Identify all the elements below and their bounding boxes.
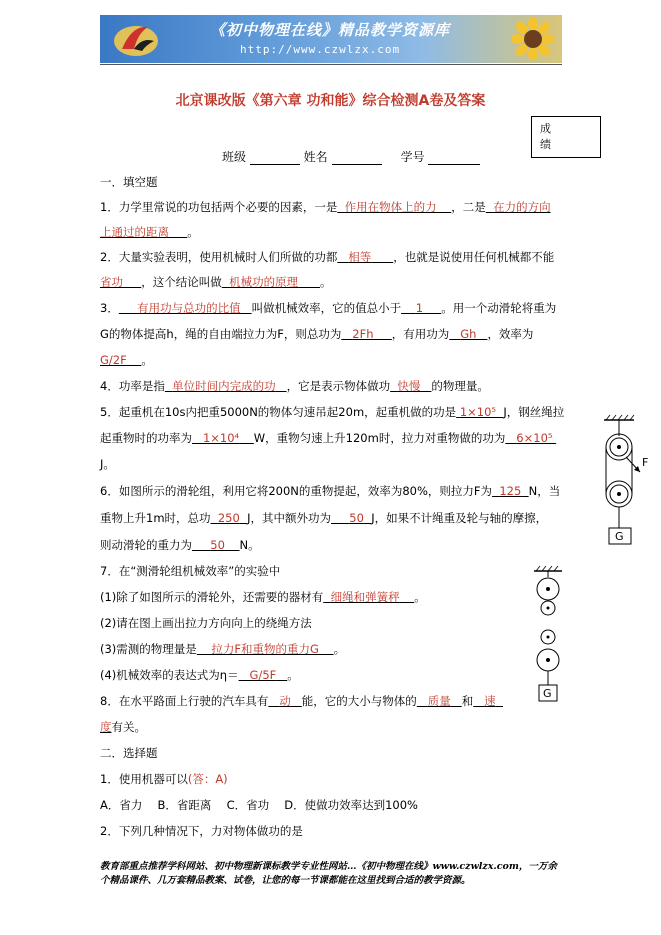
q3-line3: G/2F 。 bbox=[100, 353, 153, 367]
choice-q1-answer: (答：A) bbox=[187, 772, 228, 786]
score-box bbox=[531, 116, 601, 158]
q5-answer-2: 1×10⁴ bbox=[202, 431, 240, 445]
section-heading-fill-in: 一．填空题 bbox=[100, 175, 158, 189]
q7-line3: (2)请在图上画出拉力方向向上的绕绳方法 bbox=[100, 616, 312, 630]
score-label-2: 绩 bbox=[540, 138, 551, 151]
q8-line2: 度有关。 bbox=[100, 720, 146, 734]
footer-line-1: 教育部重点推荐学科网站、初中物理新课标教学专业性网站…《初中物理在线》www.czwlzx.com，一万余 bbox=[100, 861, 557, 872]
weight-label-1: G bbox=[615, 530, 624, 543]
q7-line1: 7．在“测滑轮组机械效率”的实验中 bbox=[100, 564, 281, 578]
q6-answer-1: 125 bbox=[499, 484, 522, 498]
q7-line5: (4)机械效率的表达式为η＝ G/5F 。 bbox=[100, 668, 299, 682]
q1-answer-2b: 上通过的距离 bbox=[100, 225, 169, 239]
q8-line1: 8．在水平路面上行驶的汽车具有 动 能，它的大小与物体的 质量 和 速 bbox=[100, 694, 496, 708]
score-label-1: 成 bbox=[540, 122, 551, 135]
q3-answer-1: 有用功与总功的比值 bbox=[137, 301, 241, 315]
choice-q2: 2．下列几种情况下，力对物体做功的是 bbox=[100, 824, 303, 838]
q6-answer-3: 50 bbox=[349, 511, 364, 525]
force-label: F bbox=[642, 456, 649, 469]
class-label: 班级 bbox=[222, 150, 247, 164]
q1-line2: 上通过的距离 。 bbox=[100, 225, 199, 239]
q4-answer-2: 快慢 bbox=[397, 379, 421, 393]
q3-answer-3: 2Fh bbox=[352, 327, 374, 341]
section-heading-choice: 二．选择题 bbox=[100, 746, 158, 760]
q6-answer-4: 50 bbox=[210, 538, 225, 552]
choice-q1: 1．使用机器可以(答：A) bbox=[100, 772, 228, 786]
sunflower-icon bbox=[512, 18, 554, 60]
q5-answer-1: 1×10⁵ bbox=[459, 405, 497, 419]
header-banner bbox=[100, 15, 562, 63]
q7-answer-2: 拉力F和重物的重力G bbox=[211, 642, 319, 656]
q5-line1: 5．起重机在10s内把重5000N的物体匀速吊起20m，起重机做的功是 1×10⁵ J，钢丝绳拉 bbox=[100, 405, 565, 419]
weight-label-2: G bbox=[543, 687, 552, 700]
q8-answer-3a: 速 bbox=[484, 694, 496, 708]
student-info-line bbox=[222, 148, 480, 165]
q3-answer-5: G/2F bbox=[100, 353, 127, 367]
id-label: 学号 bbox=[400, 150, 425, 164]
class-field[interactable] bbox=[250, 150, 300, 165]
q3-answer-2: 1 bbox=[415, 301, 424, 315]
name-field[interactable] bbox=[332, 150, 382, 165]
q6-line2: 重物上升1m时，总功 250 J，其中额外功为 50 J，如果不计绳重及轮与轴的摩擦， bbox=[100, 511, 548, 525]
document-title: 北京课改版《第六章 功和能》综合检测A卷及答案 bbox=[175, 93, 486, 109]
q5-line3: J。 bbox=[100, 457, 115, 471]
q5-line2: 起重物时的功率为 1×10⁴ W，重物匀速上升120m时，拉力对重物做的功为 6×10⁵ bbox=[100, 431, 553, 445]
footer-line-2: 个精品课件、几万套精品教案、试卷，让您的每一节课都能在这里找到合适的教学资源。 bbox=[100, 875, 471, 886]
q3-answer-4: Gh bbox=[460, 327, 477, 341]
q8-answer-1: 动 bbox=[279, 694, 291, 708]
choice-q1-options: A．省力 B．省距离 C．省功 D．使做功效率达到100% bbox=[100, 798, 418, 812]
q4-line: 4．功率是指 单位时间内完成的功 ，它是表示物体做功 快慢 的物理量。 bbox=[100, 379, 489, 393]
q3-line2: G的物体提高h，绳的自由端拉力为F，则总功为 2Fh ，有用功为 Gh ，效率为 bbox=[100, 327, 534, 341]
pulley-figure-q6 bbox=[596, 412, 656, 552]
q6-answer-2: 250 bbox=[217, 511, 240, 525]
q2-answer-2: 省功 bbox=[100, 275, 123, 289]
q7-answer-3: G/5F bbox=[249, 668, 277, 682]
q1-answer-1: 作用在物体上的力 bbox=[344, 200, 437, 214]
q8-answer-3b: 度 bbox=[100, 720, 112, 734]
q1-answer-2a: 在力的方向 bbox=[493, 200, 551, 214]
q6-line1: 6．如图所示的滑轮组，利用它将200N的重物提起，效率为80%，则拉力F为 125 N，当 bbox=[100, 484, 561, 498]
banner-title: 《初中物理在线》精品教学资源库 bbox=[210, 21, 451, 39]
header-rule bbox=[100, 64, 562, 65]
page-footer bbox=[100, 860, 570, 888]
site-logo-icon bbox=[108, 19, 168, 59]
q7-answer-1: 细绳和弹簧秤 bbox=[330, 590, 400, 604]
q2-answer-3: 机械功的原理 bbox=[229, 275, 299, 289]
q7-line4: (3)需测的物理量是 拉力F和重物的重力G 。 bbox=[100, 642, 346, 656]
pulley-figure-q7 bbox=[528, 565, 568, 705]
q3-line1: 3． 有用功与总功的比值 叫做机械效率，它的值总小于 1 。用一个动滑轮将重为 bbox=[100, 301, 557, 315]
q7-line2: (1)除了如图所示的滑轮外，还需要的器材有 细绳和弹簧秤 。 bbox=[100, 590, 426, 604]
banner-url[interactable]: http://www.czwlzx.com bbox=[240, 43, 401, 56]
q8-answer-2: 质量 bbox=[427, 694, 451, 708]
q4-answer-1: 单位时间内完成的功 bbox=[172, 379, 276, 393]
q6-line3: 则动滑轮的重力为 50 N。 bbox=[100, 538, 260, 552]
q2-answer-1: 相等 bbox=[348, 250, 372, 264]
q2-line2: 省功 ，这个结论叫做 机械功的原理 。 bbox=[100, 275, 332, 289]
name-label: 姓名 bbox=[303, 150, 328, 164]
q2-line1: 2．大量实验表明，使用机械时人们所做的功都 相等 ，也就是说使用任何机械都不能 bbox=[100, 250, 555, 264]
q5-answer-3: 6×10⁵ bbox=[516, 431, 553, 445]
q1-line1: 1．力学里常说的功包括两个必要的因素，一是 作用在物体上的力 ，二是 在力的方向 bbox=[100, 200, 551, 214]
id-field[interactable] bbox=[428, 150, 480, 165]
